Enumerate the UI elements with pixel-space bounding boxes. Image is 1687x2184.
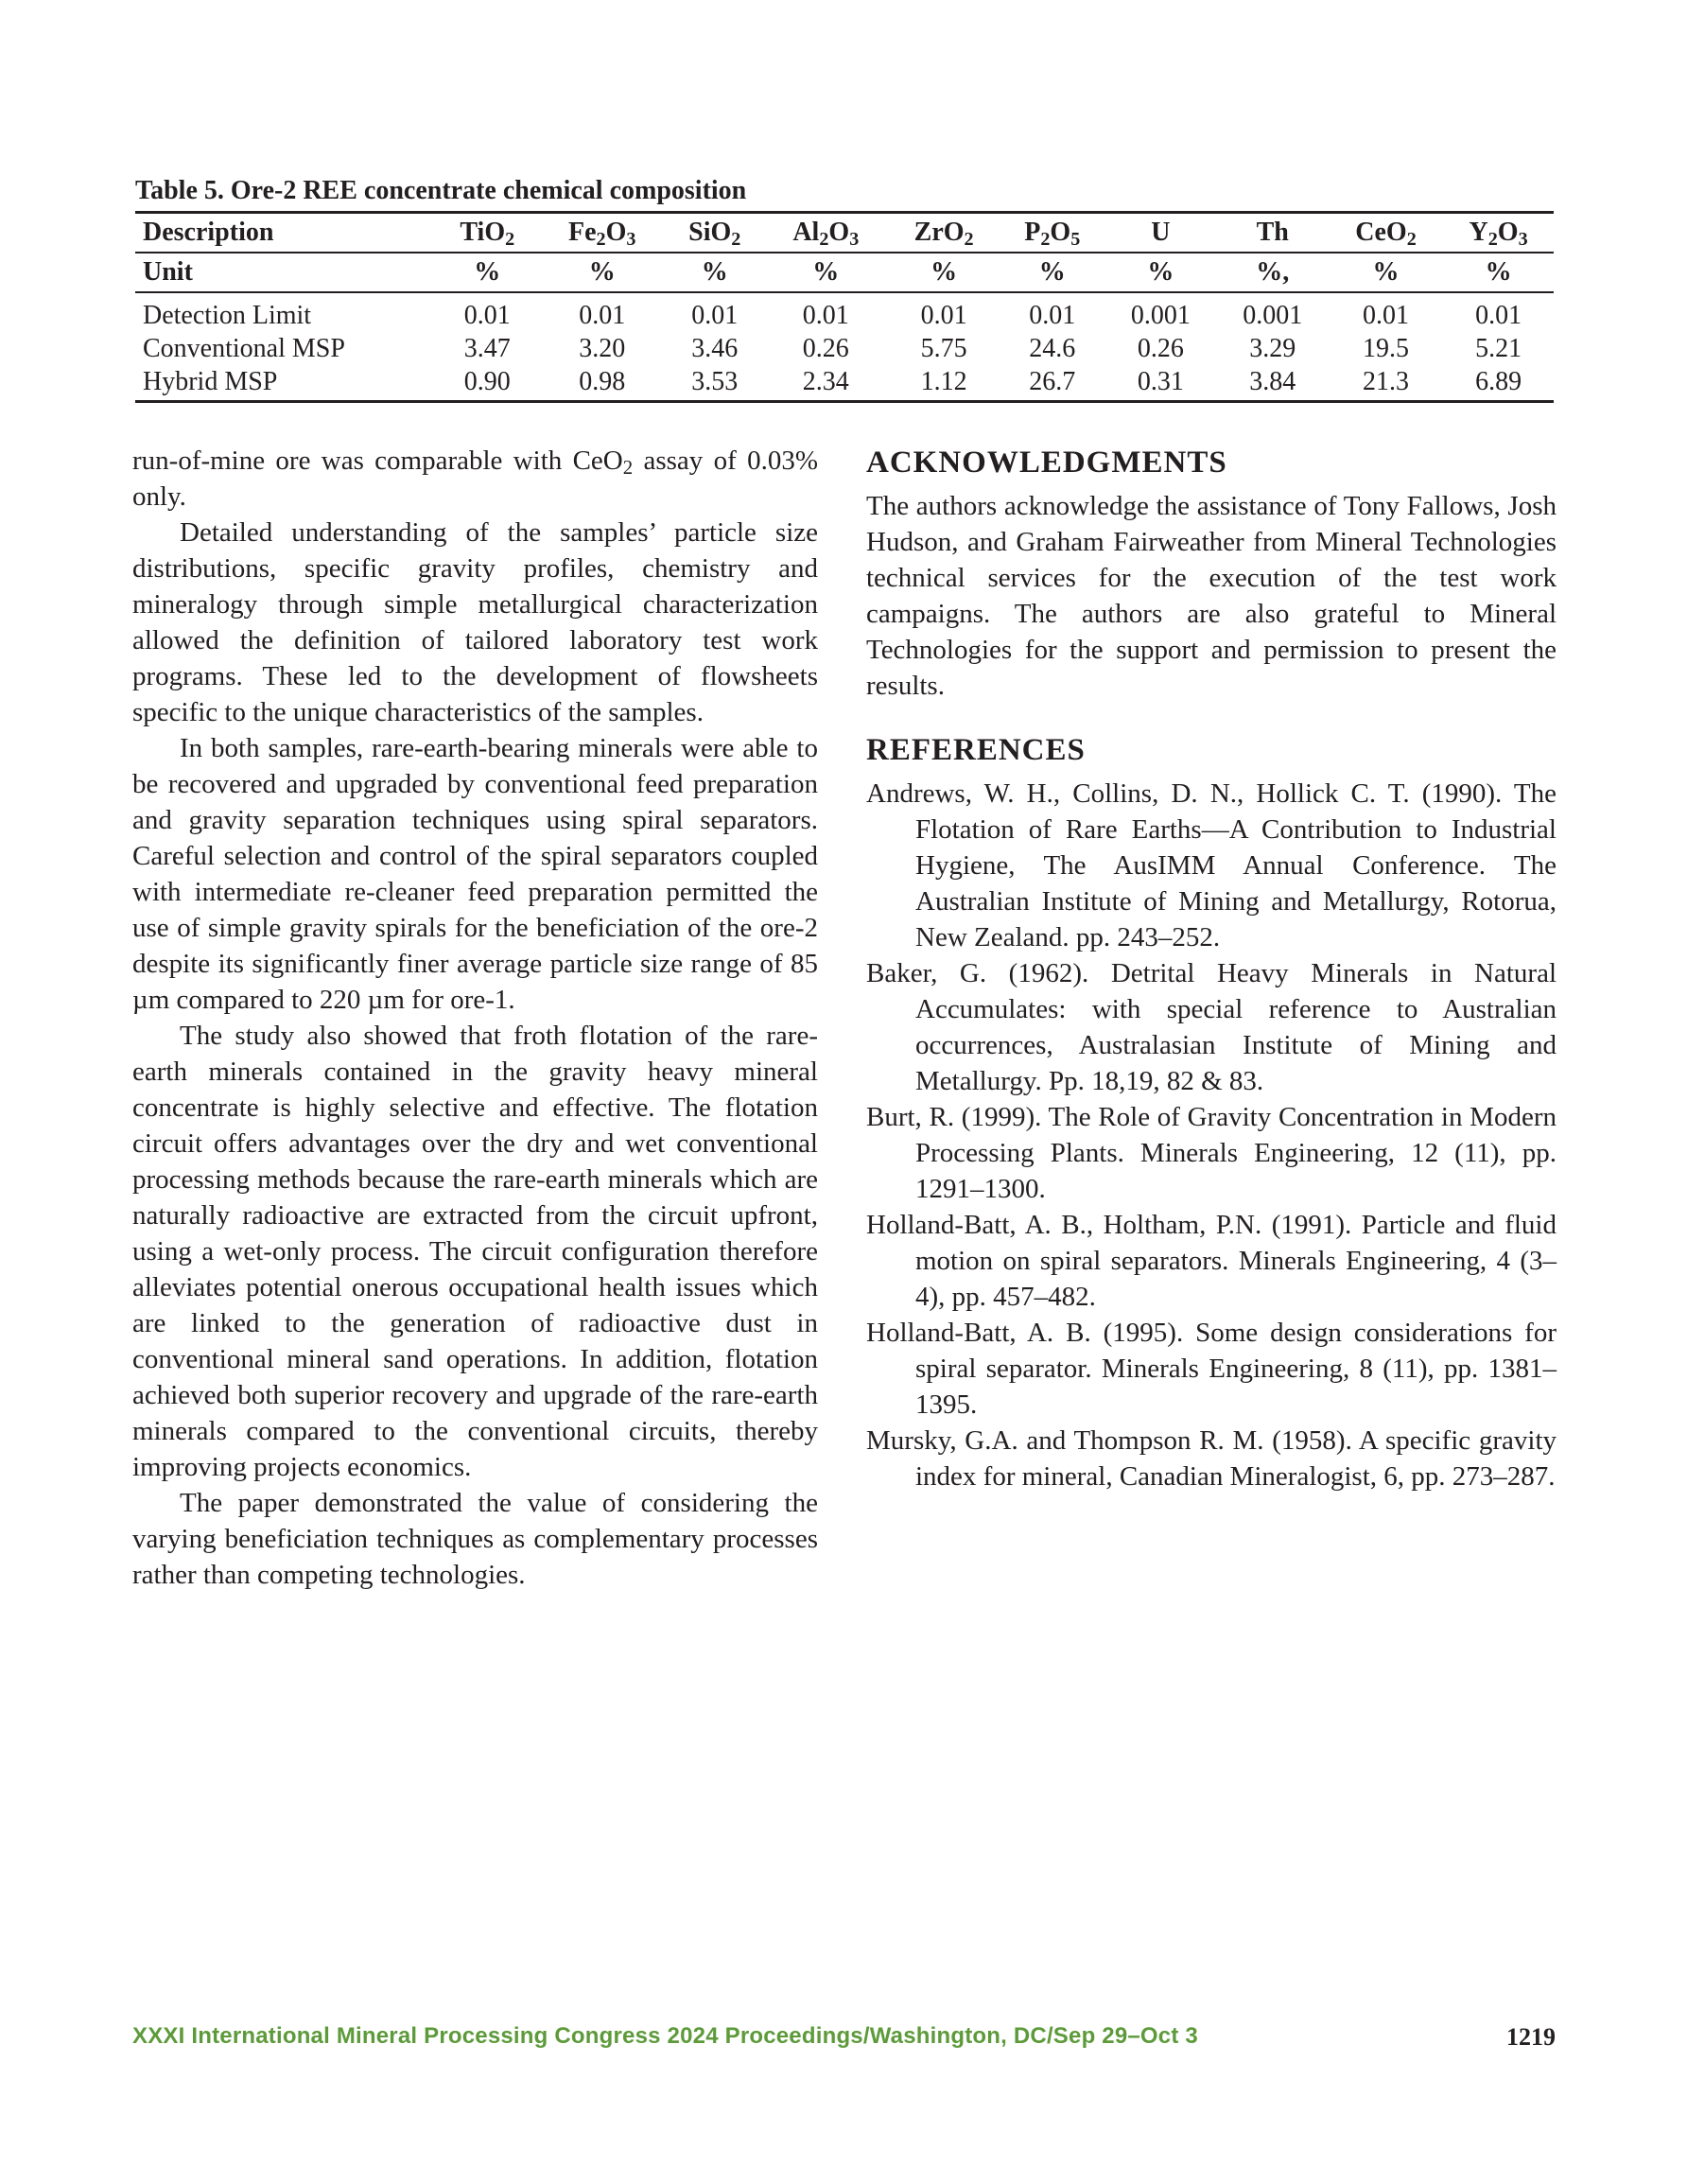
unit-cell: % bbox=[1443, 253, 1554, 292]
table-cell: 0.31 bbox=[1104, 365, 1216, 402]
table-cell: 0.26 bbox=[1137, 333, 1184, 363]
footer-conference-text: XXXI International Mineral Processing Congress 2024 Proceedings/Washington, DC/Sep 29–Oct 3 bbox=[132, 2023, 1198, 2049]
table-cell: 6.89 bbox=[1443, 365, 1554, 402]
unit-label: Unit bbox=[135, 253, 436, 292]
table-cell: 3.46 bbox=[691, 333, 739, 363]
conclusion-paragraph: Detailed understanding of the samples’ particle size distributions, specific gravity profiles, chemistry and mineralogy through simple metallurgical characterization allowed the definition of tailored laboratory test work programs. These led to the development of flowsheets specific to the unique characteristics of the samples. bbox=[132, 517, 818, 727]
table-cell: 0.01 bbox=[920, 300, 967, 330]
reference-item: Andrews, W. H., Collins, D. N., Hollick C. T. (1990). The Flotation of Rare Earths—A Contribution to Industrial Hygiene, The AusIMM Annual Conference. The Australian Institute of Mining and Metallurgy, Rotorua, New Zealand. pp. 243–252. bbox=[866, 778, 1557, 952]
header-cell: SiO$_2$ bbox=[666, 213, 764, 253]
table-cell: 2.34 bbox=[764, 365, 888, 402]
header-cell: CeO$_2$ bbox=[1329, 213, 1443, 253]
table-caption: Table 5. Ore-2 REE concentrate chemical composition bbox=[135, 176, 747, 205]
table-header-row bbox=[135, 213, 1554, 253]
table-cell: 0.98 bbox=[539, 365, 666, 402]
right-column bbox=[866, 443, 1557, 1494]
table-cell: 1.12 bbox=[888, 365, 1000, 402]
header-cell: $P_2O_5$ bbox=[1000, 213, 1104, 253]
table-cell: 3.53 bbox=[666, 365, 764, 402]
reference-item: Holland-Batt, A. B., Holtham, P.N. (1991). Particle and fluid motion on spiral separators. Minerals Engineering, 4 (3–4), pp. 457–482. bbox=[866, 1210, 1557, 1312]
table-cell: 24.6 bbox=[1029, 333, 1076, 363]
header-cell: TiO$_2$ bbox=[436, 213, 539, 253]
header-cell: $Al_2O_3$ bbox=[764, 213, 888, 253]
table-row bbox=[135, 332, 1554, 365]
table-cell: 0.001 bbox=[1243, 300, 1303, 330]
table-cell: 19.5 bbox=[1363, 333, 1410, 363]
row-label: Detection Limit bbox=[143, 300, 312, 330]
unit-cell: % bbox=[436, 253, 539, 292]
header-description: Description bbox=[135, 213, 436, 253]
conclusion-paragraph: The paper demonstrated the value of considering the varying beneficiation techniques as complementary processes rather than competing technologies. bbox=[132, 1488, 818, 1590]
table-cell: 0.001 bbox=[1130, 300, 1191, 330]
conclusion-paragraph: run-of-mine ore was comparable with CeO$_2$ assay of 0.03% only. bbox=[132, 446, 818, 512]
left-column bbox=[132, 443, 818, 1593]
unit-cell: % bbox=[539, 253, 666, 292]
header-cell: $Fe_2O_3$ bbox=[539, 213, 666, 253]
page-footer bbox=[132, 2023, 1556, 2061]
unit-cell: % bbox=[1329, 253, 1443, 292]
references-heading: REFERENCES bbox=[866, 733, 1086, 767]
row-label: Hybrid MSP bbox=[135, 365, 436, 402]
table-cell: 5.75 bbox=[920, 333, 967, 363]
table-cell: 0.01 bbox=[802, 300, 849, 330]
reference-item: Burt, R. (1999). The Role of Gravity Concentration in Modern Processing Plants. Minerals Engineering, 12 (11), pp. 1291–1300. bbox=[866, 1102, 1557, 1204]
unit-cell: % bbox=[1000, 253, 1104, 292]
unit-cell: % bbox=[666, 253, 764, 292]
page-number: 1219 bbox=[1506, 2023, 1556, 2051]
header-cell: U bbox=[1104, 213, 1216, 253]
table-cell: 0.01 bbox=[1363, 300, 1410, 330]
table-cell: 0.26 bbox=[802, 333, 849, 363]
table-cell: 3.84 bbox=[1217, 365, 1329, 402]
table-block bbox=[135, 175, 1554, 403]
table-cell: 3.20 bbox=[579, 333, 626, 363]
composition-table bbox=[135, 211, 1554, 403]
reference-item: Mursky, G.A. and Thompson R. M. (1958). A specific gravity index for mineral, Canadian Mineralogist, 6, pp. 273–287. bbox=[866, 1425, 1557, 1492]
table-cell: 0.01 bbox=[579, 300, 626, 330]
table-row bbox=[135, 365, 1554, 402]
table-cell: 0.01 bbox=[1029, 300, 1076, 330]
unit-cell: % bbox=[1104, 253, 1216, 292]
table-row bbox=[135, 292, 1554, 332]
unit-cell: % bbox=[764, 253, 888, 292]
table-cell: 3.29 bbox=[1249, 333, 1296, 363]
header-cell: $Y_2O_3$ bbox=[1443, 213, 1554, 253]
conclusion-paragraph: The study also showed that froth flotation of the rare-earth minerals contained in the gravity heavy mineral concentrate is highly selective and effective. The flotation circuit offers advantages over the dry and wet conventional processing methods because the rare-earth minerals which are naturally radioactive are extracted from the circuit upfront, using a wet-only process. The circuit configuration therefore alleviates potential onerous occupational health issues which are linked to the generation of radioactive dust in conventional mineral sand operations. In addition, flotation achieved both superior recovery and upgrade of the rare-earth minerals compared to the conventional circuits, thereby improving projects economics. bbox=[132, 1021, 818, 1482]
table-cell: 0.01 bbox=[1475, 300, 1522, 330]
row-label: Conventional MSP bbox=[143, 333, 345, 363]
table-cell: 3.47 bbox=[463, 333, 511, 363]
reference-item: Holland-Batt, A. B. (1995). Some design considerations for spiral separator. Minerals Engineering, 8 (11), pp. 1381–1395. bbox=[866, 1318, 1557, 1420]
acknowledgments-text: The authors acknowledge the assistance of Tony Fallows, Josh Hudson, and Graham Fairweather from Mineral Technologies technical services for the execution of the test work campaigns. The authors are also grateful to Mineral Technologies for the support and permission to present the results. bbox=[866, 491, 1557, 701]
unit-cell: % bbox=[888, 253, 1000, 292]
reference-item: Baker, G. (1962). Detrital Heavy Minerals in Natural Accumulates: with special reference to Australian occurrences, Australasian Institute of Mining and Metallurgy. Pp. 18,19, 82 & 83. bbox=[866, 958, 1557, 1096]
header-cell: ZrO$_2$ bbox=[888, 213, 1000, 253]
table-cell: 0.01 bbox=[691, 300, 739, 330]
table-cell: 26.7 bbox=[1000, 365, 1104, 402]
header-cell: Th bbox=[1217, 213, 1329, 253]
table-cell: 0.01 bbox=[463, 300, 511, 330]
table-unit-row bbox=[135, 253, 1554, 292]
conclusion-paragraph: In both samples, rare-earth-bearing minerals were able to be recovered and upgraded by conventional feed preparation and gravity separation techniques using spiral separators. Careful selection and control of the spiral separators coupled with intermediate re-cleaner feed preparation permitted the use of simple gravity spirals for the beneficiation of the ore-2 despite its significantly finer average particle size range of 85 µm compared to 220 µm for ore-1. bbox=[132, 733, 818, 1015]
table-cell: 0.90 bbox=[436, 365, 539, 402]
table-cell: 5.21 bbox=[1475, 333, 1522, 363]
unit-cell: %, bbox=[1217, 253, 1329, 292]
acknowledgments-heading: ACKNOWLEDGMENTS bbox=[866, 446, 1227, 480]
table-cell: 21.3 bbox=[1329, 365, 1443, 402]
